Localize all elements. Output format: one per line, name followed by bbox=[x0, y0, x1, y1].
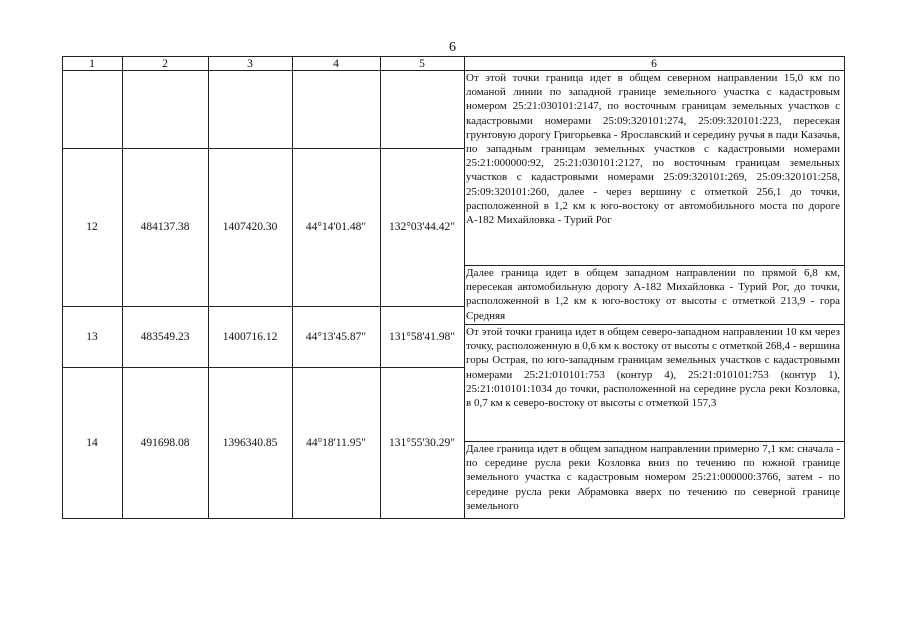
col-rule-5 bbox=[464, 56, 465, 518]
boundary-description-1: От этой точки граница идет в общем северном направлении 15,0 км по ломаной линии по западной границе земельного участка с кадастровым номером 25:21:030101:2147, по восточным границам земельных участков с кадастровыми номерами 25:09:320101:274, 25:09:320101:223, пересекая грунтовую дорогу Григорьевка - Ярославский и середину ручья в пади Казачья, по западным границам земельных участков с кадастровыми номерами 25:21:000000:92, 25:21:030101:2127, по восточным границам земельных участков с кадастровыми номерами 25:09:320101:269, 25:09:320101:258, 25:09:320101:260, далее - через вершину с отметкой 256,1 до точки, расположенной в 1,2 км к юго-востоку от автомобильного моста по дороге А-182 Михайловка - Турий Рог bbox=[466, 72, 840, 227]
table-bottom-rule bbox=[62, 518, 844, 519]
coord-x-13: 483549.23 bbox=[140, 330, 190, 343]
col-rule-6 bbox=[844, 56, 845, 518]
coord-x-14: 491698.08 bbox=[140, 436, 190, 449]
coord-y-12: 1407420.30 bbox=[222, 221, 278, 233]
point-number-13: 13 bbox=[86, 330, 98, 343]
column-header-1: 1 bbox=[89, 57, 95, 70]
coord-y-14: 1396340.85 bbox=[222, 436, 278, 449]
point-number-14: 14 bbox=[86, 436, 98, 449]
boundary-description-2: Далее граница идет в общем западном направлении по прямой 6,8 км, пересекая автомобильную дорогу А-182 Михайловка - Турий Рог, до точки, расположенной в 1,2 км к юго-востоку от высоты с отметкой 213,9 - гора Средняя bbox=[466, 267, 840, 322]
column-header-6: 6 bbox=[651, 57, 657, 70]
column-header-2: 2 bbox=[162, 57, 168, 70]
longitude-14: 131°55'30.29" bbox=[389, 436, 455, 449]
boundary-description-4: Далее граница идет в общем западном направлении примерно 7,1 км: сначала - по середине русла реки Козловка вниз по течению по южной границе земельного участка с кадастровым номером 25:21:000000:3766, затем - по середине русла реки Абрамовка вверх по течению по северной границе земельного bbox=[466, 443, 840, 512]
longitude-13: 131°58'41.98" bbox=[389, 330, 455, 343]
coord-y-13: 1400716.12 bbox=[222, 330, 278, 343]
column-header-4: 4 bbox=[333, 57, 339, 70]
latitude-14: 44°18'11.95" bbox=[306, 436, 366, 449]
latitude-12: 44°14'01.48" bbox=[305, 221, 367, 233]
boundary-table bbox=[62, 56, 844, 518]
page-number: 6 bbox=[449, 40, 456, 55]
coord-x-12: 484137.38 bbox=[140, 221, 190, 233]
latitude-13: 44°13'45.87" bbox=[305, 330, 367, 343]
column-header-3: 3 bbox=[247, 57, 253, 70]
boundary-description-3: От этой точки граница идет в общем северо-западном направлении 10 км через точку, расположенную в 0,6 км к востоку от высоты с отметкой 268,4 - вершина горы Острая, по юго-западным границам земельных участков с кадастровыми номерами 25:21:010101:753 (контур 4), 25:21:010101:753 (контур 1), 25:21:010101:1034 до точки, расположенной на середине русла реки Козловка, в 0,7 км к северо-востоку от высоты с отметкой 157,3 bbox=[466, 326, 840, 410]
longitude-12: 132°03'44.42" bbox=[389, 221, 455, 233]
column-header-5: 5 bbox=[419, 57, 425, 70]
point-number-12: 12 bbox=[86, 221, 98, 233]
